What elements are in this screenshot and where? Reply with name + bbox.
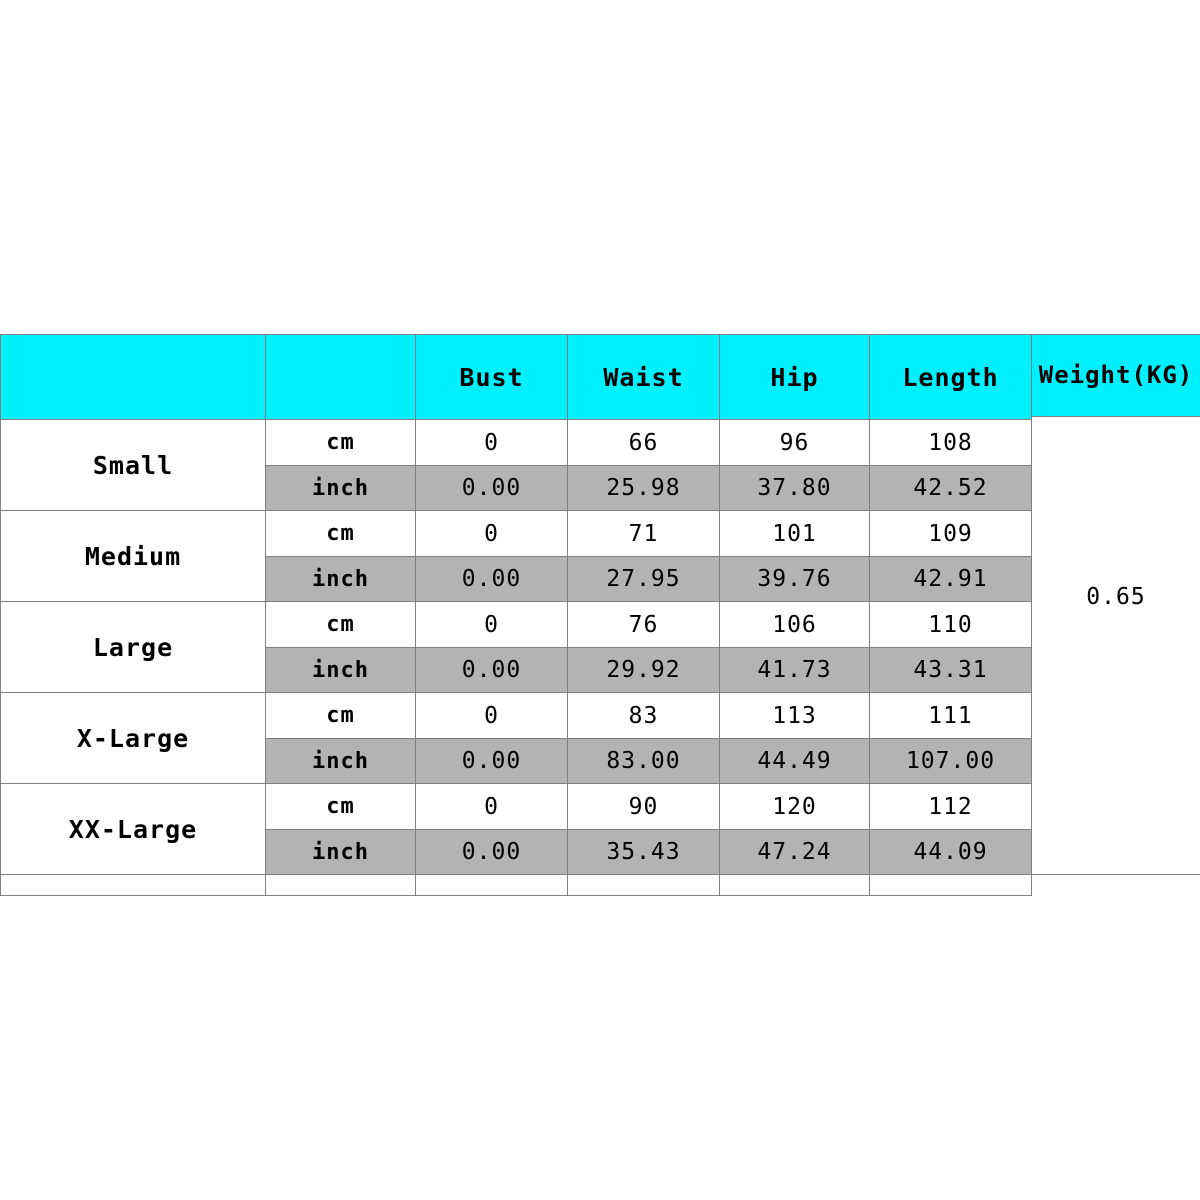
table-row bbox=[1, 784, 1200, 830]
cell-hip-inch: 37.80 bbox=[720, 466, 870, 511]
cell-hip-inch: 41.73 bbox=[720, 648, 870, 693]
cell-length-cm: 109 bbox=[870, 511, 1032, 557]
cell-empty bbox=[266, 875, 416, 896]
cell-length-cm: 110 bbox=[870, 602, 1032, 648]
unit-cm: cm bbox=[266, 511, 416, 557]
cell-empty bbox=[1, 875, 266, 896]
table-row bbox=[1, 420, 1200, 466]
cell-bust-inch: 0.00 bbox=[416, 830, 568, 875]
table-row-partial bbox=[1, 875, 1200, 896]
cell-hip-inch: 47.24 bbox=[720, 830, 870, 875]
header-size-blank bbox=[1, 335, 266, 420]
weight-value: 0.65 bbox=[1086, 584, 1146, 610]
size-label-x-large: X-Large bbox=[1, 693, 266, 784]
cell-length-cm: 111 bbox=[870, 693, 1032, 739]
cell-waist-inch: 29.92 bbox=[568, 648, 720, 693]
cell-waist-cm: 76 bbox=[568, 602, 720, 648]
size-chart-container bbox=[0, 334, 1200, 896]
cell-length-inch: 43.31 bbox=[870, 648, 1032, 693]
cell-waist-inch: 25.98 bbox=[568, 466, 720, 511]
cell-waist-cm: 83 bbox=[568, 693, 720, 739]
table-row bbox=[1, 602, 1200, 648]
cell-bust-inch: 0.00 bbox=[416, 466, 568, 511]
cell-waist-inch: 83.00 bbox=[568, 739, 720, 784]
cell-waist-inch: 27.95 bbox=[568, 557, 720, 602]
unit-inch: inch bbox=[266, 739, 416, 784]
cell-hip-cm: 101 bbox=[720, 511, 870, 557]
weight-column-label: Weight(KG) bbox=[1031, 334, 1200, 417]
cell-length-inch: 42.52 bbox=[870, 466, 1032, 511]
cell-bust-cm: 0 bbox=[416, 784, 568, 830]
size-label-medium: Medium bbox=[1, 511, 266, 602]
cell-bust-cm: 0 bbox=[416, 420, 568, 466]
header-weight bbox=[1032, 335, 1200, 875]
cell-waist-cm: 66 bbox=[568, 420, 720, 466]
header-hip: Hip bbox=[720, 335, 870, 420]
cell-length-inch: 42.91 bbox=[870, 557, 1032, 602]
cell-bust-inch: 0.00 bbox=[416, 648, 568, 693]
table-header-row bbox=[1, 335, 1200, 420]
cell-bust-cm: 0 bbox=[416, 693, 568, 739]
header-length: Length bbox=[870, 335, 1032, 420]
cell-bust-inch: 0.00 bbox=[416, 557, 568, 602]
table-row bbox=[1, 511, 1200, 557]
unit-cm: cm bbox=[266, 602, 416, 648]
cell-hip-inch: 44.49 bbox=[720, 739, 870, 784]
cell-length-cm: 108 bbox=[870, 420, 1032, 466]
table-row bbox=[1, 693, 1200, 739]
unit-inch: inch bbox=[266, 830, 416, 875]
cell-bust-cm: 0 bbox=[416, 511, 568, 557]
cell-waist-inch: 35.43 bbox=[568, 830, 720, 875]
header-waist: Waist bbox=[568, 335, 720, 420]
cell-waist-cm: 71 bbox=[568, 511, 720, 557]
size-label-xx-large: XX-Large bbox=[1, 784, 266, 875]
size-chart-table bbox=[0, 334, 1200, 896]
unit-cm: cm bbox=[266, 693, 416, 739]
unit-inch: inch bbox=[266, 466, 416, 511]
unit-inch: inch bbox=[266, 648, 416, 693]
size-label-small: Small bbox=[1, 420, 266, 511]
cell-bust-inch: 0.00 bbox=[416, 739, 568, 784]
cell-empty bbox=[416, 875, 568, 896]
unit-cm: cm bbox=[266, 420, 416, 466]
cell-hip-cm: 120 bbox=[720, 784, 870, 830]
cell-empty bbox=[870, 875, 1032, 896]
cell-length-inch: 44.09 bbox=[870, 830, 1032, 875]
cell-hip-inch: 39.76 bbox=[720, 557, 870, 602]
cell-empty bbox=[568, 875, 720, 896]
cell-bust-cm: 0 bbox=[416, 602, 568, 648]
cell-hip-cm: 96 bbox=[720, 420, 870, 466]
header-unit-blank bbox=[266, 335, 416, 420]
cell-empty bbox=[720, 875, 870, 896]
cell-length-cm: 112 bbox=[870, 784, 1032, 830]
cell-hip-cm: 113 bbox=[720, 693, 870, 739]
cell-hip-cm: 106 bbox=[720, 602, 870, 648]
cell-waist-cm: 90 bbox=[568, 784, 720, 830]
cell-length-inch: 107.00 bbox=[870, 739, 1032, 784]
size-label-large: Large bbox=[1, 602, 266, 693]
header-bust: Bust bbox=[416, 335, 568, 420]
unit-cm: cm bbox=[266, 784, 416, 830]
unit-inch: inch bbox=[266, 557, 416, 602]
